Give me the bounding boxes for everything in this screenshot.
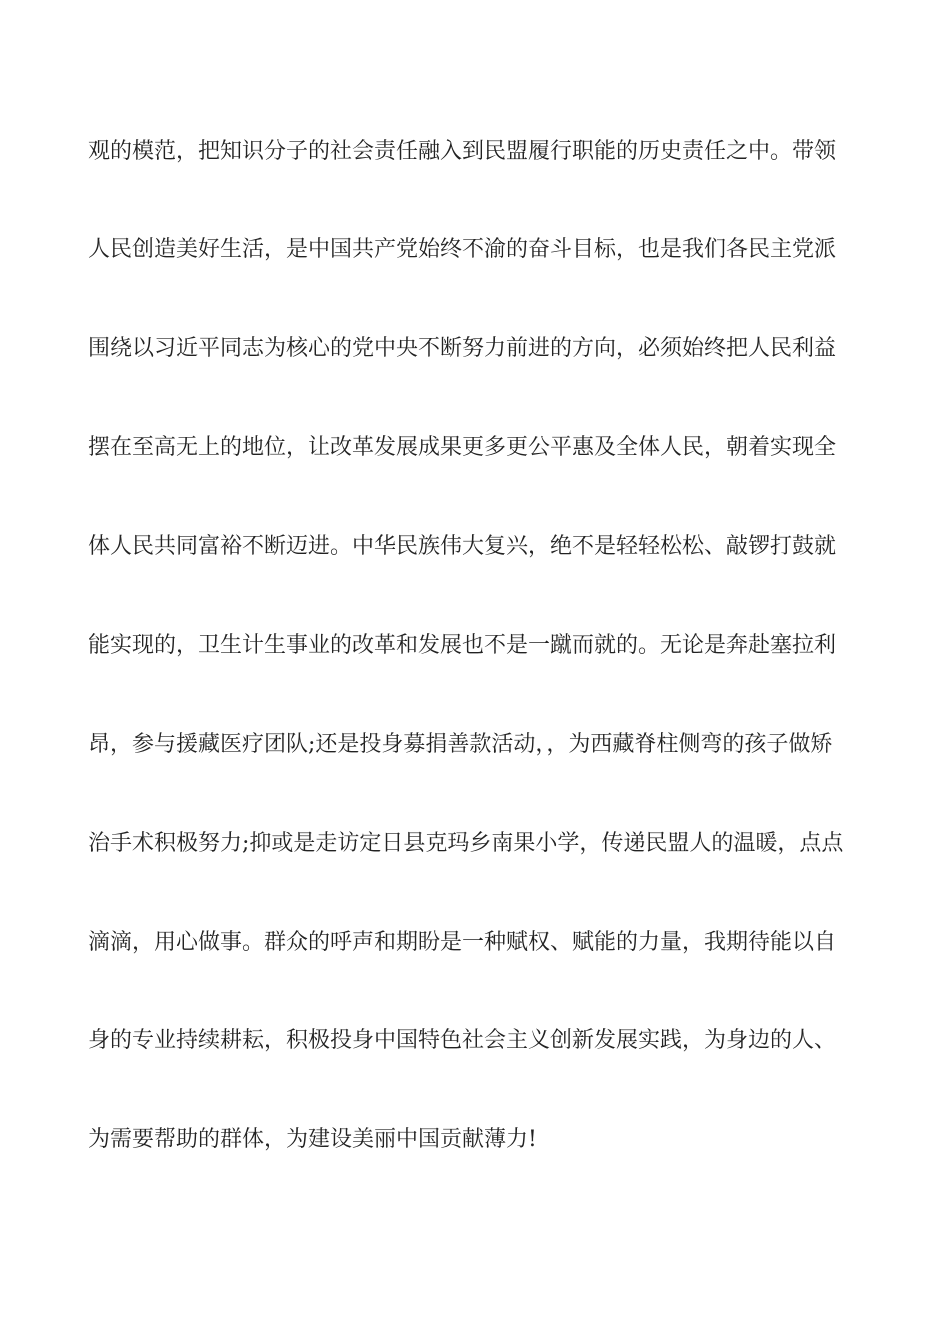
body-text-line: 摆在至高无上的地位，让改革发展成果更多更公平惠及全体人民，朝着实现全 <box>88 435 837 460</box>
body-text-line: 滴滴，用心做事。群众的呼声和期盼是一种赋权、赋能的力量，我期待能以自 <box>88 930 837 955</box>
body-text-line: 观的模范，把知识分子的社会责任融入到民盟履行职能的历史责任之中。带领 <box>88 139 837 164</box>
body-text-line: 身的专业持续耕耘，积极投身中国特色社会主义创新发展实践，为身边的人、 <box>88 1028 837 1053</box>
body-text-line: 昂，参与援藏医疗团队;还是投身募捐善款活动，，为西藏脊柱侧弯的孩子做矫 <box>88 732 833 757</box>
body-text-line: 为需要帮助的群体，为建设美丽中国贡献薄力! <box>88 1127 537 1152</box>
body-text-line: 人民创造美好生活，是中国共产党始终不渝的奋斗目标，也是我们各民主党派 <box>88 237 837 262</box>
body-text-line: 体人民共同富裕不断迈进。中华民族伟大复兴，绝不是轻轻松松、敲锣打鼓就 <box>88 534 837 559</box>
body-text-line: 治手术积极努力;抑或是走访定日县克玛乡南果小学，传递民盟人的温暖，点点 <box>88 831 844 856</box>
body-text-line: 能实现的，卫生计生事业的改革和发展也不是一蹴而就的。无论是奔赴塞拉利 <box>88 633 837 658</box>
body-text-line: 围绕以习近平同志为核心的党中央不断努力前进的方向，必须始终把人民利益 <box>88 336 837 361</box>
